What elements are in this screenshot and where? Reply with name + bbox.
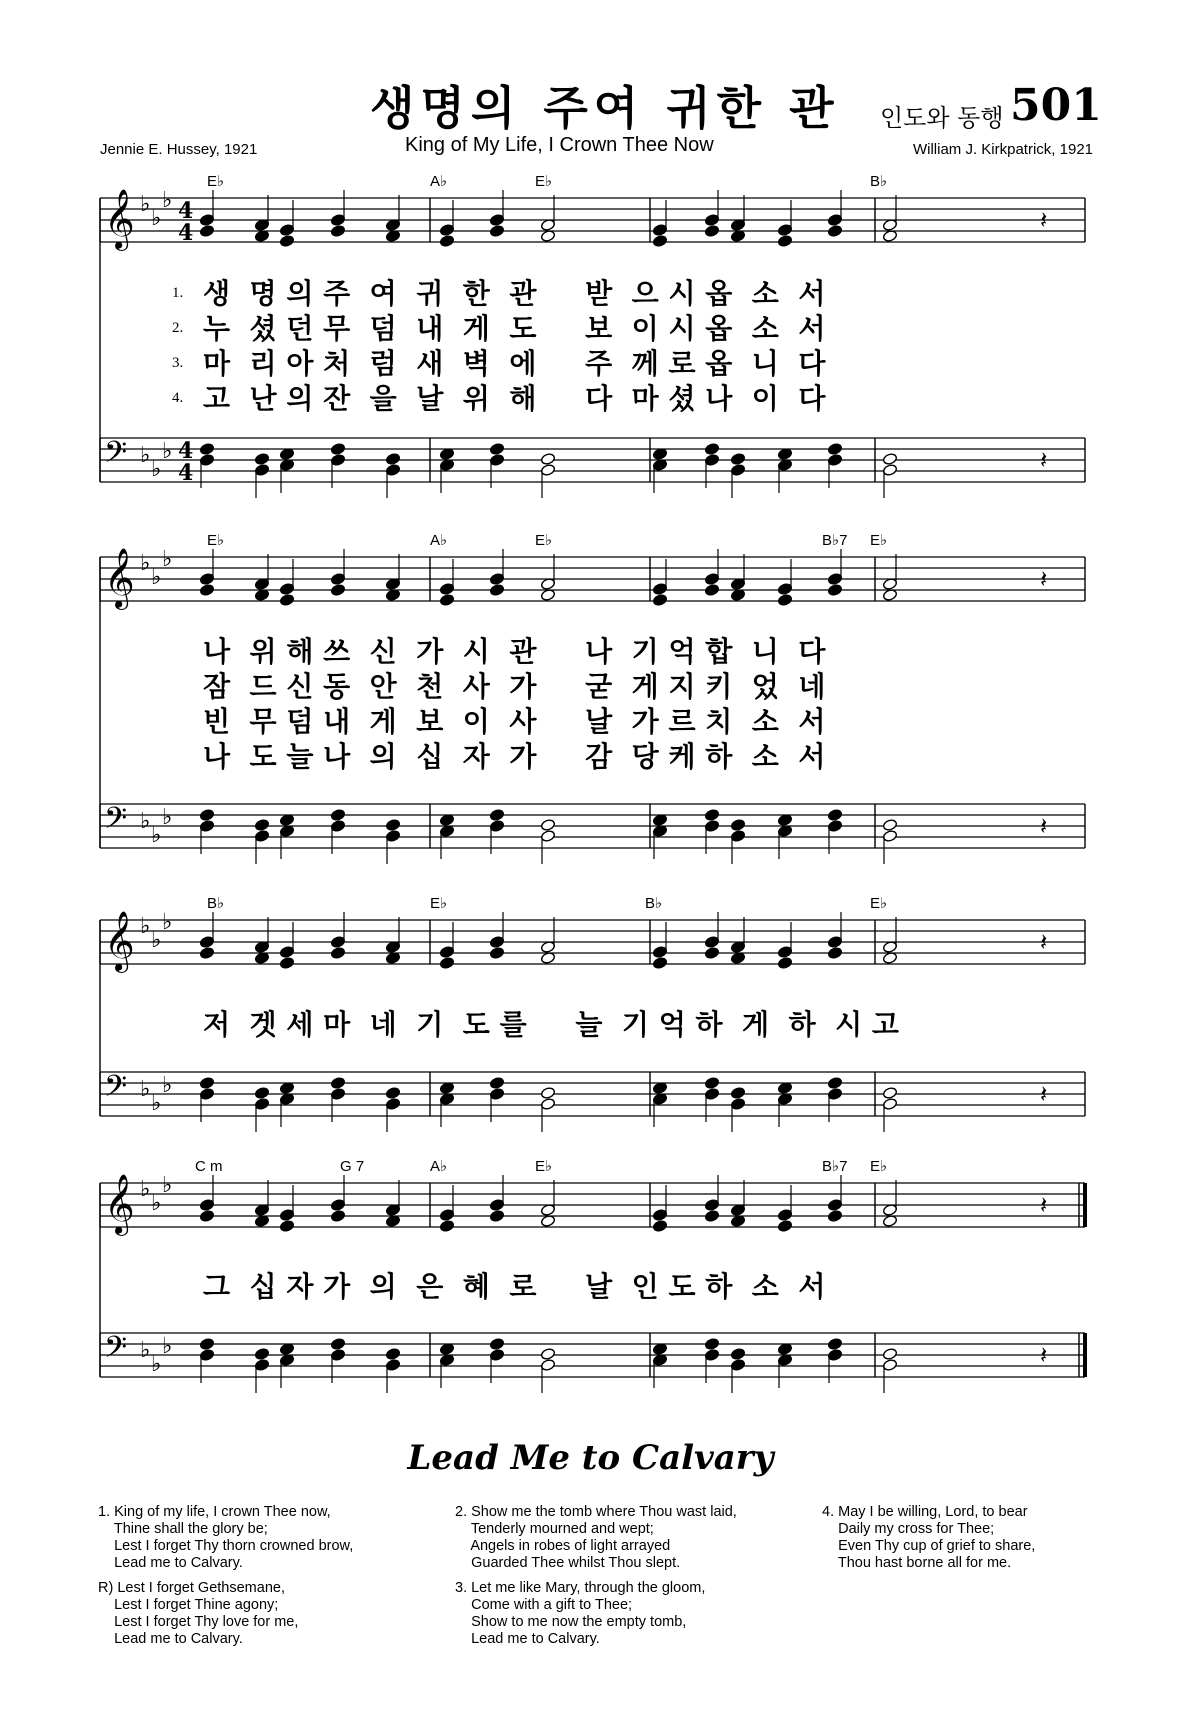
note-head: [439, 583, 454, 596]
note-head: [489, 1349, 504, 1362]
note-head: [439, 1220, 454, 1233]
note-head: [882, 453, 897, 466]
chord-symbol: A♭: [430, 173, 448, 190]
english-verse-3: 3. Let me like Mary, through the gloom, Come with a gift to Thee; Show to me now the empty tomb, Lead me to Calvary.: [455, 1580, 706, 1647]
composer-credit: William J. Kirkpatrick, 1921: [912, 141, 1093, 158]
time-signature-top: 4: [178, 438, 194, 464]
flat-sign: ♭: [162, 188, 173, 213]
chord-symbol: E♭: [535, 173, 553, 190]
lyrics-system-4: 그 십 자 가 의 은 혜 로 날 인 도 하 소 서: [203, 1270, 826, 1303]
note-head: [279, 583, 294, 596]
note-head: [827, 820, 842, 833]
note-head: [652, 946, 667, 959]
flat-sign: ♭: [140, 443, 151, 468]
chord-symbol: B♭: [645, 895, 663, 912]
verse-number: 2.: [172, 320, 184, 336]
flat-sign: ♭: [140, 551, 151, 576]
note-head: [385, 1087, 400, 1100]
note-head: [330, 1338, 345, 1351]
english-title: Lead Me to Calvary: [407, 1438, 774, 1478]
note-head: [777, 224, 792, 237]
note-head: [827, 1199, 842, 1212]
note-head: [199, 443, 214, 456]
chord-symbol: G 7: [340, 1158, 365, 1175]
note-head: [704, 1210, 719, 1223]
note-head: [652, 957, 667, 970]
note-head: [385, 464, 400, 477]
verse-number: 3.: [172, 355, 184, 371]
quarter-rest: 𝄽: [1040, 1191, 1048, 1219]
chord-symbol: E♭: [870, 1158, 888, 1175]
chord-symbol: E♭: [207, 532, 225, 549]
note-head: [385, 1098, 400, 1111]
note-head: [652, 1220, 667, 1233]
note-head: [704, 1077, 719, 1090]
note-head: [330, 1349, 345, 1362]
note-head: [730, 1348, 745, 1361]
treble-clef: 𝄞: [104, 548, 135, 608]
note-head: [827, 1210, 842, 1223]
note-head: [439, 224, 454, 237]
note-head: [652, 594, 667, 607]
note-head: [199, 214, 214, 227]
note-head: [704, 947, 719, 960]
note-head: [439, 235, 454, 248]
note-head: [330, 809, 345, 822]
note-head: [330, 1199, 345, 1212]
note-head: [199, 1349, 214, 1362]
note-head: [385, 1348, 400, 1361]
quarter-rest: 𝄽: [1040, 446, 1048, 474]
note-head: [439, 946, 454, 959]
note-head: [827, 454, 842, 467]
flat-sign: ♭: [140, 914, 151, 939]
quarter-rest: 𝄽: [1040, 565, 1048, 593]
note-head: [652, 235, 667, 248]
flat-sign: ♭: [162, 1073, 173, 1098]
note-head: [777, 957, 792, 970]
verse-number: 1.: [172, 285, 184, 301]
note-head: [730, 1359, 745, 1372]
note-head: [704, 809, 719, 822]
note-head: [704, 573, 719, 586]
note-head: [882, 1348, 897, 1361]
note-head: [254, 819, 269, 832]
bass-clef: 𝄢: [104, 436, 128, 477]
note-head: [704, 214, 719, 227]
note-head: [882, 830, 897, 843]
note-head: [489, 1088, 504, 1101]
quarter-rest: 𝄽: [1040, 1080, 1048, 1108]
lyricist-credit: Jennie E. Hussey, 1921: [100, 141, 258, 158]
note-head: [489, 936, 504, 949]
note-head: [199, 1338, 214, 1351]
note-head: [330, 214, 345, 227]
flat-sign: ♭: [140, 1338, 151, 1363]
note-head: [330, 225, 345, 238]
quarter-rest: 𝄽: [1040, 928, 1048, 956]
bass-clef: 𝄢: [104, 1331, 128, 1372]
note-head: [777, 946, 792, 959]
note-head: [730, 819, 745, 832]
quarter-rest: 𝄽: [1040, 1341, 1048, 1369]
hymn-title-english: King of My Life, I Crown Thee Now: [405, 134, 714, 156]
note-head: [254, 830, 269, 843]
treble-clef: 𝄞: [104, 1174, 135, 1234]
note-head: [330, 1077, 345, 1090]
note-head: [704, 936, 719, 949]
note-head: [652, 224, 667, 237]
lyric-line: 빈 무 덤 내 게 보 이 사 날 가 르 치 소 서: [203, 705, 826, 738]
note-head: [704, 454, 719, 467]
note-head: [827, 573, 842, 586]
note-head: [489, 584, 504, 597]
note-head: [827, 1077, 842, 1090]
english-refrain: R) Lest I forget Gethsemane, Lest I forget Thine agony; Lest I forget Thy love for me, Lead me to Calvary.: [98, 1580, 299, 1647]
note-head: [489, 454, 504, 467]
hymn-number: 501: [1010, 80, 1102, 131]
note-head: [489, 820, 504, 833]
english-verse-1: 1. King of my life, I crown Thee now, Thine shall the glory be; Lest I forget Thy thorn crowned brow, Lead me to Calvary.: [98, 1504, 354, 1571]
note-head: [704, 1088, 719, 1101]
note-head: [827, 809, 842, 822]
note-head: [279, 235, 294, 248]
note-head: [199, 573, 214, 586]
note-head: [489, 1338, 504, 1351]
note-head: [704, 1338, 719, 1351]
note-head: [730, 464, 745, 477]
bass-clef: 𝄢: [104, 802, 128, 843]
note-head: [330, 443, 345, 456]
note-head: [330, 820, 345, 833]
note-head: [199, 947, 214, 960]
note-head: [704, 584, 719, 597]
note-head: [704, 443, 719, 456]
note-head: [882, 464, 897, 477]
note-head: [489, 573, 504, 586]
note-head: [540, 453, 555, 466]
verse-number: 4.: [172, 390, 184, 406]
note-head: [730, 453, 745, 466]
note-head: [330, 573, 345, 586]
note-head: [730, 830, 745, 843]
flat-sign: ♭: [151, 565, 162, 590]
note-head: [385, 453, 400, 466]
note-head: [279, 946, 294, 959]
lyric-line: 누 셨 던 무 덤 내 게 도 보 이 시 옵 소 서: [203, 312, 826, 345]
lyric-line: 잠 드 신 동 안 천 사 가 굳 게 지 키 었 네: [203, 670, 826, 703]
note-head: [730, 1087, 745, 1100]
lyric-line: 생 명 의 주 여 귀 한 관 받 으 시 옵 소 서: [203, 277, 826, 310]
flat-sign: ♭: [162, 1173, 173, 1198]
note-head: [827, 584, 842, 597]
note-head: [279, 594, 294, 607]
flat-sign: ♭: [162, 805, 173, 830]
note-head: [777, 583, 792, 596]
note-head: [540, 1087, 555, 1100]
note-head: [439, 957, 454, 970]
note-head: [254, 1348, 269, 1361]
note-head: [730, 1098, 745, 1111]
chord-symbol: B♭: [207, 895, 225, 912]
chord-symbol: B♭7: [822, 532, 848, 549]
hymn-category: 인도와 동행: [880, 104, 1004, 132]
note-head: [385, 830, 400, 843]
note-head: [254, 1098, 269, 1111]
note-head: [540, 1348, 555, 1361]
note-head: [279, 224, 294, 237]
flat-sign: ♭: [162, 547, 173, 572]
chord-symbol: C m: [195, 1158, 223, 1175]
note-head: [704, 225, 719, 238]
note-head: [330, 454, 345, 467]
flat-sign: ♭: [151, 928, 162, 953]
note-head: [540, 830, 555, 843]
note-head: [827, 1338, 842, 1351]
note-head: [540, 1359, 555, 1372]
quarter-rest: 𝄽: [1040, 812, 1048, 840]
note-head: [882, 1087, 897, 1100]
note-head: [777, 594, 792, 607]
note-head: [704, 1199, 719, 1212]
note-head: [199, 1088, 214, 1101]
note-head: [882, 1098, 897, 1111]
note-head: [330, 584, 345, 597]
note-head: [489, 225, 504, 238]
note-head: [489, 214, 504, 227]
flat-sign: ♭: [162, 439, 173, 464]
note-head: [827, 936, 842, 949]
note-head: [199, 584, 214, 597]
note-head: [199, 820, 214, 833]
english-verse-4: 4. May I be willing, Lord, to bear Daily my cross for Thee; Even Thy cup of grief to share, Thou hast borne all for me.: [822, 1504, 1036, 1571]
chord-symbol: E♭: [535, 1158, 553, 1175]
lyric-line: 나 도 늘 나 의 십 자 가 감 당 케 하 소 서: [203, 740, 826, 773]
note-head: [199, 1210, 214, 1223]
time-signature-bottom: 4: [178, 220, 194, 246]
chord-symbol: A♭: [430, 532, 448, 549]
flat-sign: ♭: [151, 1352, 162, 1377]
note-head: [489, 809, 504, 822]
flat-sign: ♭: [151, 457, 162, 482]
note-head: [279, 957, 294, 970]
note-head: [199, 1077, 214, 1090]
note-head: [199, 225, 214, 238]
note-head: [540, 1098, 555, 1111]
time-signature-top: 4: [178, 198, 194, 224]
note-head: [489, 947, 504, 960]
note-head: [827, 1088, 842, 1101]
note-head: [827, 225, 842, 238]
note-head: [777, 235, 792, 248]
chord-symbol: E♭: [207, 173, 225, 190]
bass-clef: 𝄢: [104, 1070, 128, 1111]
note-head: [540, 464, 555, 477]
chord-symbol: A♭: [430, 1158, 448, 1175]
note-head: [704, 1349, 719, 1362]
lyric-line: 나 위 해 쓰 신 가 시 관 나 기 억 합 니 다: [203, 635, 826, 668]
note-head: [279, 1209, 294, 1222]
note-head: [489, 443, 504, 456]
note-head: [777, 1209, 792, 1222]
quarter-rest: 𝄽: [1040, 206, 1048, 234]
note-head: [882, 819, 897, 832]
flat-sign: ♭: [162, 1334, 173, 1359]
chord-symbol: E♭: [535, 532, 553, 549]
chord-symbol: B♭7: [822, 1158, 848, 1175]
treble-clef: 𝄞: [104, 189, 135, 249]
note-head: [777, 1220, 792, 1233]
note-head: [652, 1209, 667, 1222]
note-head: [827, 214, 842, 227]
hymn-title-korean: 생명의 주여 귀한 관: [370, 81, 840, 135]
flat-sign: ♭: [162, 910, 173, 935]
flat-sign: ♭: [140, 1077, 151, 1102]
note-head: [827, 1349, 842, 1362]
flat-sign: ♭: [151, 206, 162, 231]
note-head: [199, 809, 214, 822]
flat-sign: ♭: [151, 823, 162, 848]
note-head: [385, 1359, 400, 1372]
english-verse-2: 2. Show me the tomb where Thou wast laid, Tenderly mourned and wept; Angels in robes of light arrayed Guarded Thee whilst Thou slept.: [455, 1504, 737, 1571]
note-head: [199, 936, 214, 949]
flat-sign: ♭: [140, 809, 151, 834]
note-head: [330, 1088, 345, 1101]
note-head: [279, 1220, 294, 1233]
note-head: [882, 1359, 897, 1372]
note-head: [199, 454, 214, 467]
note-head: [489, 1077, 504, 1090]
note-head: [330, 1210, 345, 1223]
chord-symbol: B♭: [870, 173, 888, 190]
lyric-line: 마 리 아 처 럼 새 벽 에 주 께 로 옵 니 다: [203, 347, 826, 380]
note-head: [254, 464, 269, 477]
note-head: [330, 947, 345, 960]
note-head: [385, 819, 400, 832]
chord-symbol: E♭: [430, 895, 448, 912]
note-head: [330, 936, 345, 949]
flat-sign: ♭: [151, 1091, 162, 1116]
flat-sign: ♭: [140, 1177, 151, 1202]
note-head: [652, 583, 667, 596]
lyric-line: 고 난 의 잔 을 날 위 해 다 마 셨 나 이 다: [203, 382, 826, 415]
flat-sign: ♭: [140, 192, 151, 217]
time-signature-bottom: 4: [178, 460, 194, 486]
note-head: [439, 594, 454, 607]
note-head: [439, 1209, 454, 1222]
note-head: [254, 453, 269, 466]
note-head: [489, 1210, 504, 1223]
flat-sign: ♭: [151, 1191, 162, 1216]
note-head: [704, 820, 719, 833]
treble-clef: 𝄞: [104, 911, 135, 971]
note-head: [489, 1199, 504, 1212]
note-head: [540, 819, 555, 832]
note-head: [199, 1199, 214, 1212]
chord-symbol: E♭: [870, 895, 888, 912]
lyrics-system-3: 저 겟 세 마 네 기 도 를 늘 기 억 하 게 하 시 고: [203, 1008, 899, 1041]
chord-symbol: E♭: [870, 532, 888, 549]
note-head: [254, 1359, 269, 1372]
note-head: [827, 443, 842, 456]
note-head: [827, 947, 842, 960]
note-head: [254, 1087, 269, 1100]
